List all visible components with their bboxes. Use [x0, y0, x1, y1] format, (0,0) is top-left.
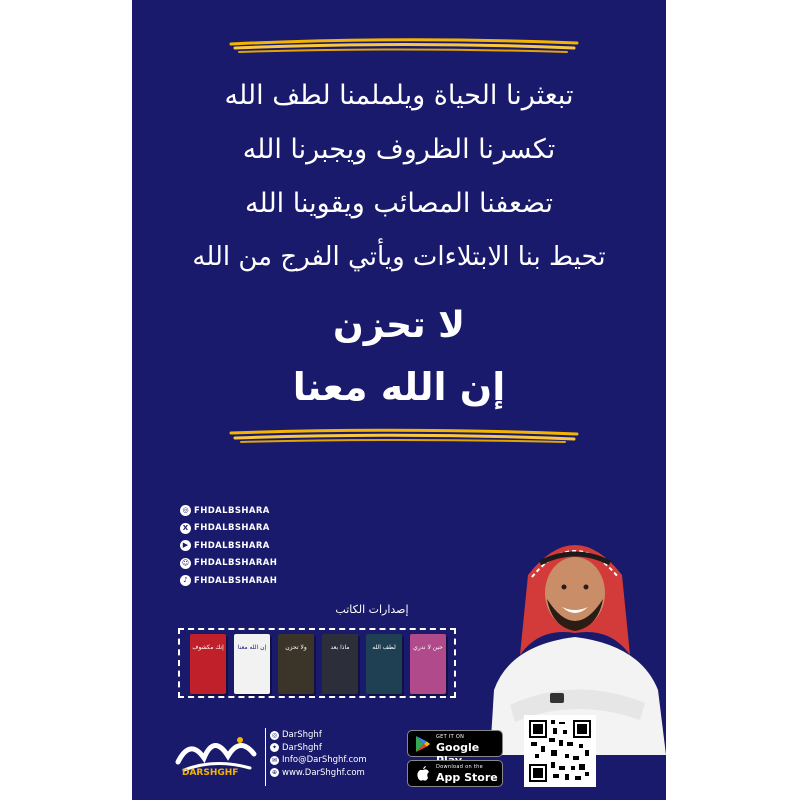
verse-line-2: تكسرنا الظروف ويجبرنا الله: [242, 134, 556, 165]
email-icon: ✉: [271, 756, 278, 764]
google-play-button[interactable]: [407, 730, 503, 757]
book-covers-box: [178, 628, 456, 698]
apple-icon: [414, 765, 432, 783]
book-title: ولا تحزن: [285, 644, 307, 651]
book-title: حين لا ندري: [413, 644, 443, 651]
contact-instagram[interactable]: [270, 729, 367, 742]
poster: [132, 0, 666, 800]
book-title: ماذا بعد: [330, 644, 350, 651]
book-cover[interactable]: [410, 634, 446, 694]
social-tiktok[interactable]: [180, 572, 277, 590]
author-publications-label: إصدارات الكاتب: [335, 603, 409, 616]
social-handle: FHDALBSHARA: [194, 505, 270, 516]
social-handle: FHDALBSHARAH: [194, 558, 278, 569]
book-cover[interactable]: [322, 634, 358, 694]
headline-god-is-with-us: إن الله معنا: [292, 365, 506, 409]
tiktok-icon: ♪: [180, 575, 191, 586]
social-handle: FHDALBSHARA: [194, 523, 270, 534]
book-title: إنك مكشوف: [192, 644, 224, 651]
instagram-icon: ◎: [180, 505, 191, 516]
contact-text: DarShghf: [282, 742, 322, 753]
social-handle: FHDALBSHARAH: [194, 575, 278, 586]
social-youtube[interactable]: [180, 537, 277, 555]
x-icon: X: [180, 523, 191, 534]
app-store-button[interactable]: [407, 760, 503, 787]
headline-do-not-grieve: لا تحزن: [333, 305, 465, 346]
social-accounts-list: [180, 502, 277, 590]
contact-twitter[interactable]: [270, 742, 367, 755]
verse-line-3: تضعفنا المصائب ويقوينا الله: [245, 188, 553, 219]
verse-line-4: تحيط بنا الابتلاءات ويأتي الفرج من الله: [192, 242, 606, 272]
social-instagram[interactable]: [180, 502, 277, 520]
book-cover[interactable]: [190, 634, 226, 694]
book-title: لطف الله: [372, 644, 396, 651]
contact-text: www.DarShghf.com: [282, 767, 365, 778]
google-play-icon: [414, 735, 432, 753]
contact-text: Info@DarShghf.com: [282, 755, 367, 766]
contact-website[interactable]: [270, 767, 367, 780]
book-title: إن الله معنا: [237, 644, 267, 651]
book-cover[interactable]: [278, 634, 314, 694]
qr-code-icon[interactable]: [524, 715, 596, 787]
snapchat-icon: ☺: [181, 558, 190, 567]
contact-email[interactable]: [270, 754, 367, 767]
gold-brush-stroke-top: [227, 38, 582, 56]
twitter-icon: ✦: [271, 744, 278, 752]
instagram-icon: ◎: [271, 731, 278, 739]
google-play-caption: GET IT ON: [436, 734, 465, 740]
youtube-icon: ▶: [180, 540, 191, 551]
social-x[interactable]: [180, 520, 277, 538]
social-handle: FHDALBSHARA: [194, 540, 270, 551]
publisher-footer: [132, 720, 666, 800]
gold-brush-stroke-bottom: [227, 428, 582, 446]
publisher-logo-icon: [170, 728, 260, 788]
verse-line-1: تبعثرنا الحياة ويلملمنا لطف الله: [224, 80, 574, 111]
publisher-logo-text: DARSHGHF: [182, 768, 239, 778]
app-store-label: App Store: [436, 771, 498, 784]
footer-divider: [265, 728, 266, 786]
book-cover[interactable]: [234, 634, 270, 694]
contact-text: DarShghf: [282, 730, 322, 741]
google-play-label: Google: [436, 741, 480, 754]
book-cover[interactable]: [366, 634, 402, 694]
publisher-contacts: [270, 729, 367, 779]
social-snapchat[interactable]: [180, 555, 277, 573]
app-store-caption: Download on the: [436, 764, 483, 770]
globe-icon: ⊕: [271, 769, 278, 777]
